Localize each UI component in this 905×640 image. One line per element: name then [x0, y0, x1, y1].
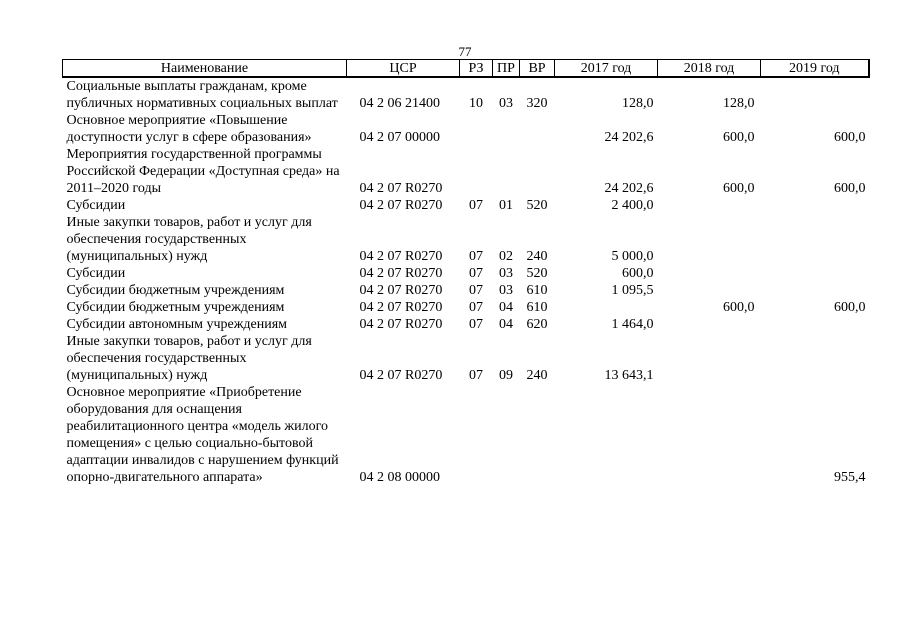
row-rz: 07	[469, 266, 483, 281]
header-pr: ПР	[493, 60, 520, 78]
row-2018	[658, 316, 761, 333]
header-2019: 2019 год	[761, 60, 869, 78]
header-name: Наименование	[63, 60, 347, 78]
row-name: Субсидии бюджетным учреждениям	[66, 283, 285, 298]
row-name: Субсидии бюджетным учреждениям	[66, 300, 285, 315]
row-vr: 620	[526, 317, 548, 332]
table-row	[63, 316, 869, 333]
row-pr: 04	[499, 300, 513, 315]
row-vr: 240	[526, 368, 548, 383]
row-2019: 600,0	[834, 300, 866, 315]
row-name: Основное мероприятие «Повышение доступности услуг в сфере образования»	[66, 113, 312, 145]
row-vr: 610	[526, 283, 548, 298]
row-rz: 07	[469, 249, 483, 264]
row-vr: 610	[526, 300, 548, 315]
row-vr	[520, 384, 555, 486]
row-2018: 600,0	[723, 300, 755, 315]
row-rz: 07	[469, 300, 483, 315]
row-2017: 24 202,6	[604, 130, 654, 145]
row-vr: 520	[526, 266, 548, 281]
row-pr: 03	[499, 96, 513, 111]
row-name: Субсидии	[66, 198, 126, 213]
row-csr: 04 2 07 R0270	[359, 266, 443, 281]
row-2017: 5 000,0	[611, 249, 654, 264]
row-2019	[761, 316, 869, 333]
row-name: Основное мероприятие «Приобретение оборудования для оснащения реабилитационного центра «модель жилого помещения» с целью социально-бытовой адаптации инвалидов с нарушением функций опорно-двигательного аппарата»	[66, 385, 339, 485]
row-2017: 128,0	[622, 96, 654, 111]
row-rz: 07	[469, 198, 483, 213]
row-csr: 04 2 08 00000	[359, 470, 440, 485]
table-row	[63, 214, 869, 265]
row-2019	[761, 197, 869, 214]
budget-table	[62, 59, 870, 486]
row-2018	[658, 282, 761, 299]
row-2019	[761, 265, 869, 282]
header-2017: 2017 год	[555, 60, 658, 78]
row-vr: 520	[526, 198, 548, 213]
header-2018: 2018 год	[658, 60, 761, 78]
row-pr	[493, 112, 520, 146]
table-row	[63, 282, 869, 299]
row-2019: 600,0	[834, 130, 866, 145]
row-csr: 04 2 07 R0270	[359, 283, 443, 298]
row-pr: 01	[499, 198, 513, 213]
header-vr: ВР	[520, 60, 555, 78]
row-name: Социальные выплаты гражданам, кроме публичных нормативных социальных выплат	[66, 79, 338, 111]
row-2017	[555, 299, 658, 316]
row-2018	[658, 333, 761, 384]
table-row	[63, 146, 869, 197]
row-rz: 07	[469, 317, 483, 332]
row-csr: 04 2 07 R0270	[359, 368, 443, 383]
table-row	[63, 77, 869, 112]
row-2018: 128,0	[723, 96, 755, 111]
row-2018	[658, 265, 761, 282]
row-rz	[460, 146, 493, 197]
row-csr: 04 2 07 R0270	[359, 198, 443, 213]
row-rz: 10	[469, 96, 483, 111]
row-pr	[493, 146, 520, 197]
header-csr: ЦСР	[347, 60, 460, 78]
table-row	[63, 265, 869, 282]
row-pr: 09	[499, 368, 513, 383]
row-csr: 04 2 07 R0270	[359, 300, 443, 315]
row-csr: 04 2 07 R0270	[359, 249, 443, 264]
row-csr: 04 2 06 21400	[359, 96, 440, 111]
row-rz: 07	[469, 368, 483, 383]
row-rz	[460, 384, 493, 486]
row-2018: 600,0	[723, 130, 755, 145]
row-2019	[761, 77, 869, 112]
row-vr	[520, 146, 555, 197]
row-name: Субсидии автономным учреждениям	[66, 317, 288, 332]
row-2019: 955,4	[834, 470, 866, 485]
row-2017: 2 400,0	[611, 198, 654, 213]
row-vr: 240	[526, 249, 548, 264]
row-2018	[658, 214, 761, 265]
header-rz: РЗ	[460, 60, 493, 78]
row-2018: 600,0	[723, 181, 755, 196]
row-pr: 04	[499, 317, 513, 332]
row-pr	[493, 384, 520, 486]
row-2018	[658, 384, 761, 486]
row-vr: 320	[526, 96, 548, 111]
table-body	[63, 77, 869, 486]
row-2017: 600,0	[622, 266, 654, 281]
row-2017: 24 202,6	[604, 181, 654, 196]
row-pr: 03	[499, 266, 513, 281]
row-csr: 04 2 07 R0270	[359, 181, 443, 196]
row-2018	[658, 197, 761, 214]
row-pr: 02	[499, 249, 513, 264]
row-2017: 1 095,5	[611, 283, 654, 298]
row-name: Мероприятия государственной программы Российской Федерации «Доступная среда» на 2011–2020 годы	[66, 147, 340, 196]
table-row	[63, 333, 869, 384]
row-2019	[761, 282, 869, 299]
table-row	[63, 299, 869, 316]
row-csr: 04 2 07 00000	[359, 130, 440, 145]
row-name: Субсидии	[66, 266, 126, 281]
row-vr	[520, 112, 555, 146]
row-2017: 13 643,1	[604, 368, 654, 383]
row-name: Иные закупки товаров, работ и услуг для обеспечения государственных (муниципальных) нужд	[66, 334, 312, 383]
row-rz: 07	[469, 283, 483, 298]
row-2017	[555, 384, 658, 486]
table-row	[63, 384, 869, 486]
row-csr: 04 2 07 R0270	[359, 317, 443, 332]
row-name: Иные закупки товаров, работ и услуг для обеспечения государственных (муниципальных) нужд	[66, 215, 312, 264]
row-pr: 03	[499, 283, 513, 298]
row-rz	[460, 112, 493, 146]
table-header	[63, 60, 869, 78]
table-row	[63, 197, 869, 214]
page-number: 77	[458, 44, 472, 59]
table-row	[63, 112, 869, 146]
row-2017: 1 464,0	[611, 317, 654, 332]
row-2019	[761, 333, 869, 384]
row-2019: 600,0	[834, 181, 866, 196]
row-2019	[761, 214, 869, 265]
